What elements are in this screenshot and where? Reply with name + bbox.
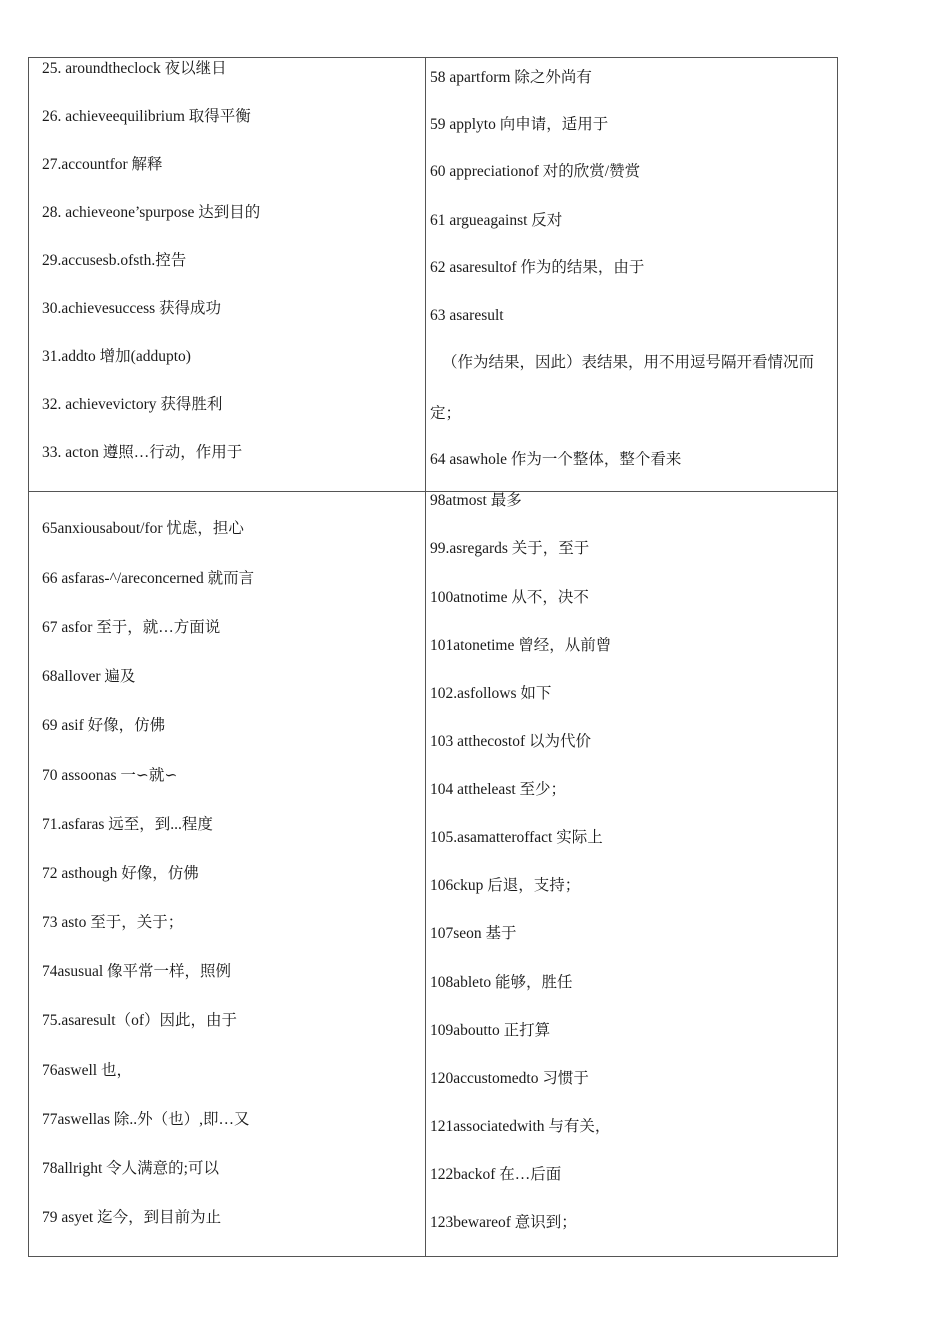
list-item: 63 asaresult [430, 307, 504, 324]
list-item: 27.accountfor 解释 [42, 156, 163, 173]
list-item: 76aswell 也， [42, 1062, 132, 1079]
list-item: 103 atthecostof 以为代价 [430, 733, 592, 750]
list-item: 122backof 在…后面 [430, 1166, 562, 1183]
list-item: 74asusual 像平常一样，照例 [42, 963, 232, 980]
list-item: 59 applyto 向申请，适用于 [430, 116, 609, 133]
list-item: 33. acton 遵照…行动，作用于 [42, 444, 243, 461]
list-item: 73 asto 至于，关于； [42, 914, 184, 931]
list-item: 102.asfollows 如下 [430, 685, 552, 702]
list-item: 98atmost 最多 [430, 492, 522, 509]
list-item-note-end: 定； [430, 405, 462, 422]
column-divider [425, 58, 426, 1256]
list-item: 104 attheleast 至少； [430, 781, 567, 798]
list-item: 72 asthough 好像，仿佛 [42, 865, 199, 882]
list-item: 60 appreciationof 对的欣赏/赞赏 [430, 163, 641, 180]
list-item: 79 asyet 迄今，到目前为止 [42, 1209, 222, 1226]
list-item: 58 apartform 除之外尚有 [430, 69, 592, 86]
list-item: 77aswellas 除..外（也）,即…又 [42, 1111, 250, 1128]
list-item: 67 asfor 至于，就…方面说 [42, 619, 221, 636]
list-item: 101atonetime 曾经，从前曾 [430, 637, 612, 654]
list-item: 75.asaresult（of）因此，由于 [42, 1012, 238, 1029]
list-item: 108ableto 能够，胜任 [430, 974, 573, 991]
list-item: 100atnotime 从不，决不 [430, 589, 589, 606]
list-item: 121associatedwith 与有关， [430, 1118, 611, 1135]
list-item: 62 asaresultof 作为的结果，由于 [430, 259, 645, 276]
list-item: 26. achieveequilibrium 取得平衡 [42, 108, 251, 125]
list-item: 32. achievevictory 获得胜利 [42, 396, 223, 413]
list-item: 66 asfaras-^/areconcerned 就而言 [42, 570, 255, 587]
list-item: 65anxiousabout/for 忧虑，担心 [42, 520, 244, 537]
list-item: 31.addto 增加(addupto) [42, 348, 191, 365]
list-item: 99.asregards 关于，至于 [430, 540, 590, 557]
list-item: 30.achievesuccess 获得成功 [42, 300, 222, 317]
list-item: 106ckup 后退，支持； [430, 877, 581, 894]
list-item: 107seon 基于 [430, 925, 517, 942]
list-item: 28. achieveone’spurpose 达到目的 [42, 204, 261, 221]
list-item: 64 asawhole 作为一个整体，整个看来 [430, 451, 682, 468]
list-item: 68allover 遍及 [42, 668, 136, 685]
list-item-note: （作为结果，因此）表结果，用不用逗号隔开看情况而 [442, 354, 815, 371]
list-item: 25. aroundtheclock 夜以继日 [42, 60, 227, 77]
list-item: 120accustomedto 习惯于 [430, 1070, 589, 1087]
list-item: 29.accusesb.ofsth.控告 [42, 252, 187, 269]
list-item: 123bewareof 意识到； [430, 1214, 577, 1231]
list-item: 105.asamatteroffact 实际上 [430, 829, 603, 846]
list-item: 61 argueagainst 反对 [430, 212, 563, 229]
list-item: 78allright 令人满意的;可以 [42, 1160, 219, 1177]
list-item: 71.asfaras 远至，到...程度 [42, 816, 213, 833]
list-item: 69 asif 好像，仿佛 [42, 717, 166, 734]
list-item: 109aboutto 正打算 [430, 1022, 551, 1039]
list-item: 70 assoonas 一∽就∽ [42, 767, 178, 784]
